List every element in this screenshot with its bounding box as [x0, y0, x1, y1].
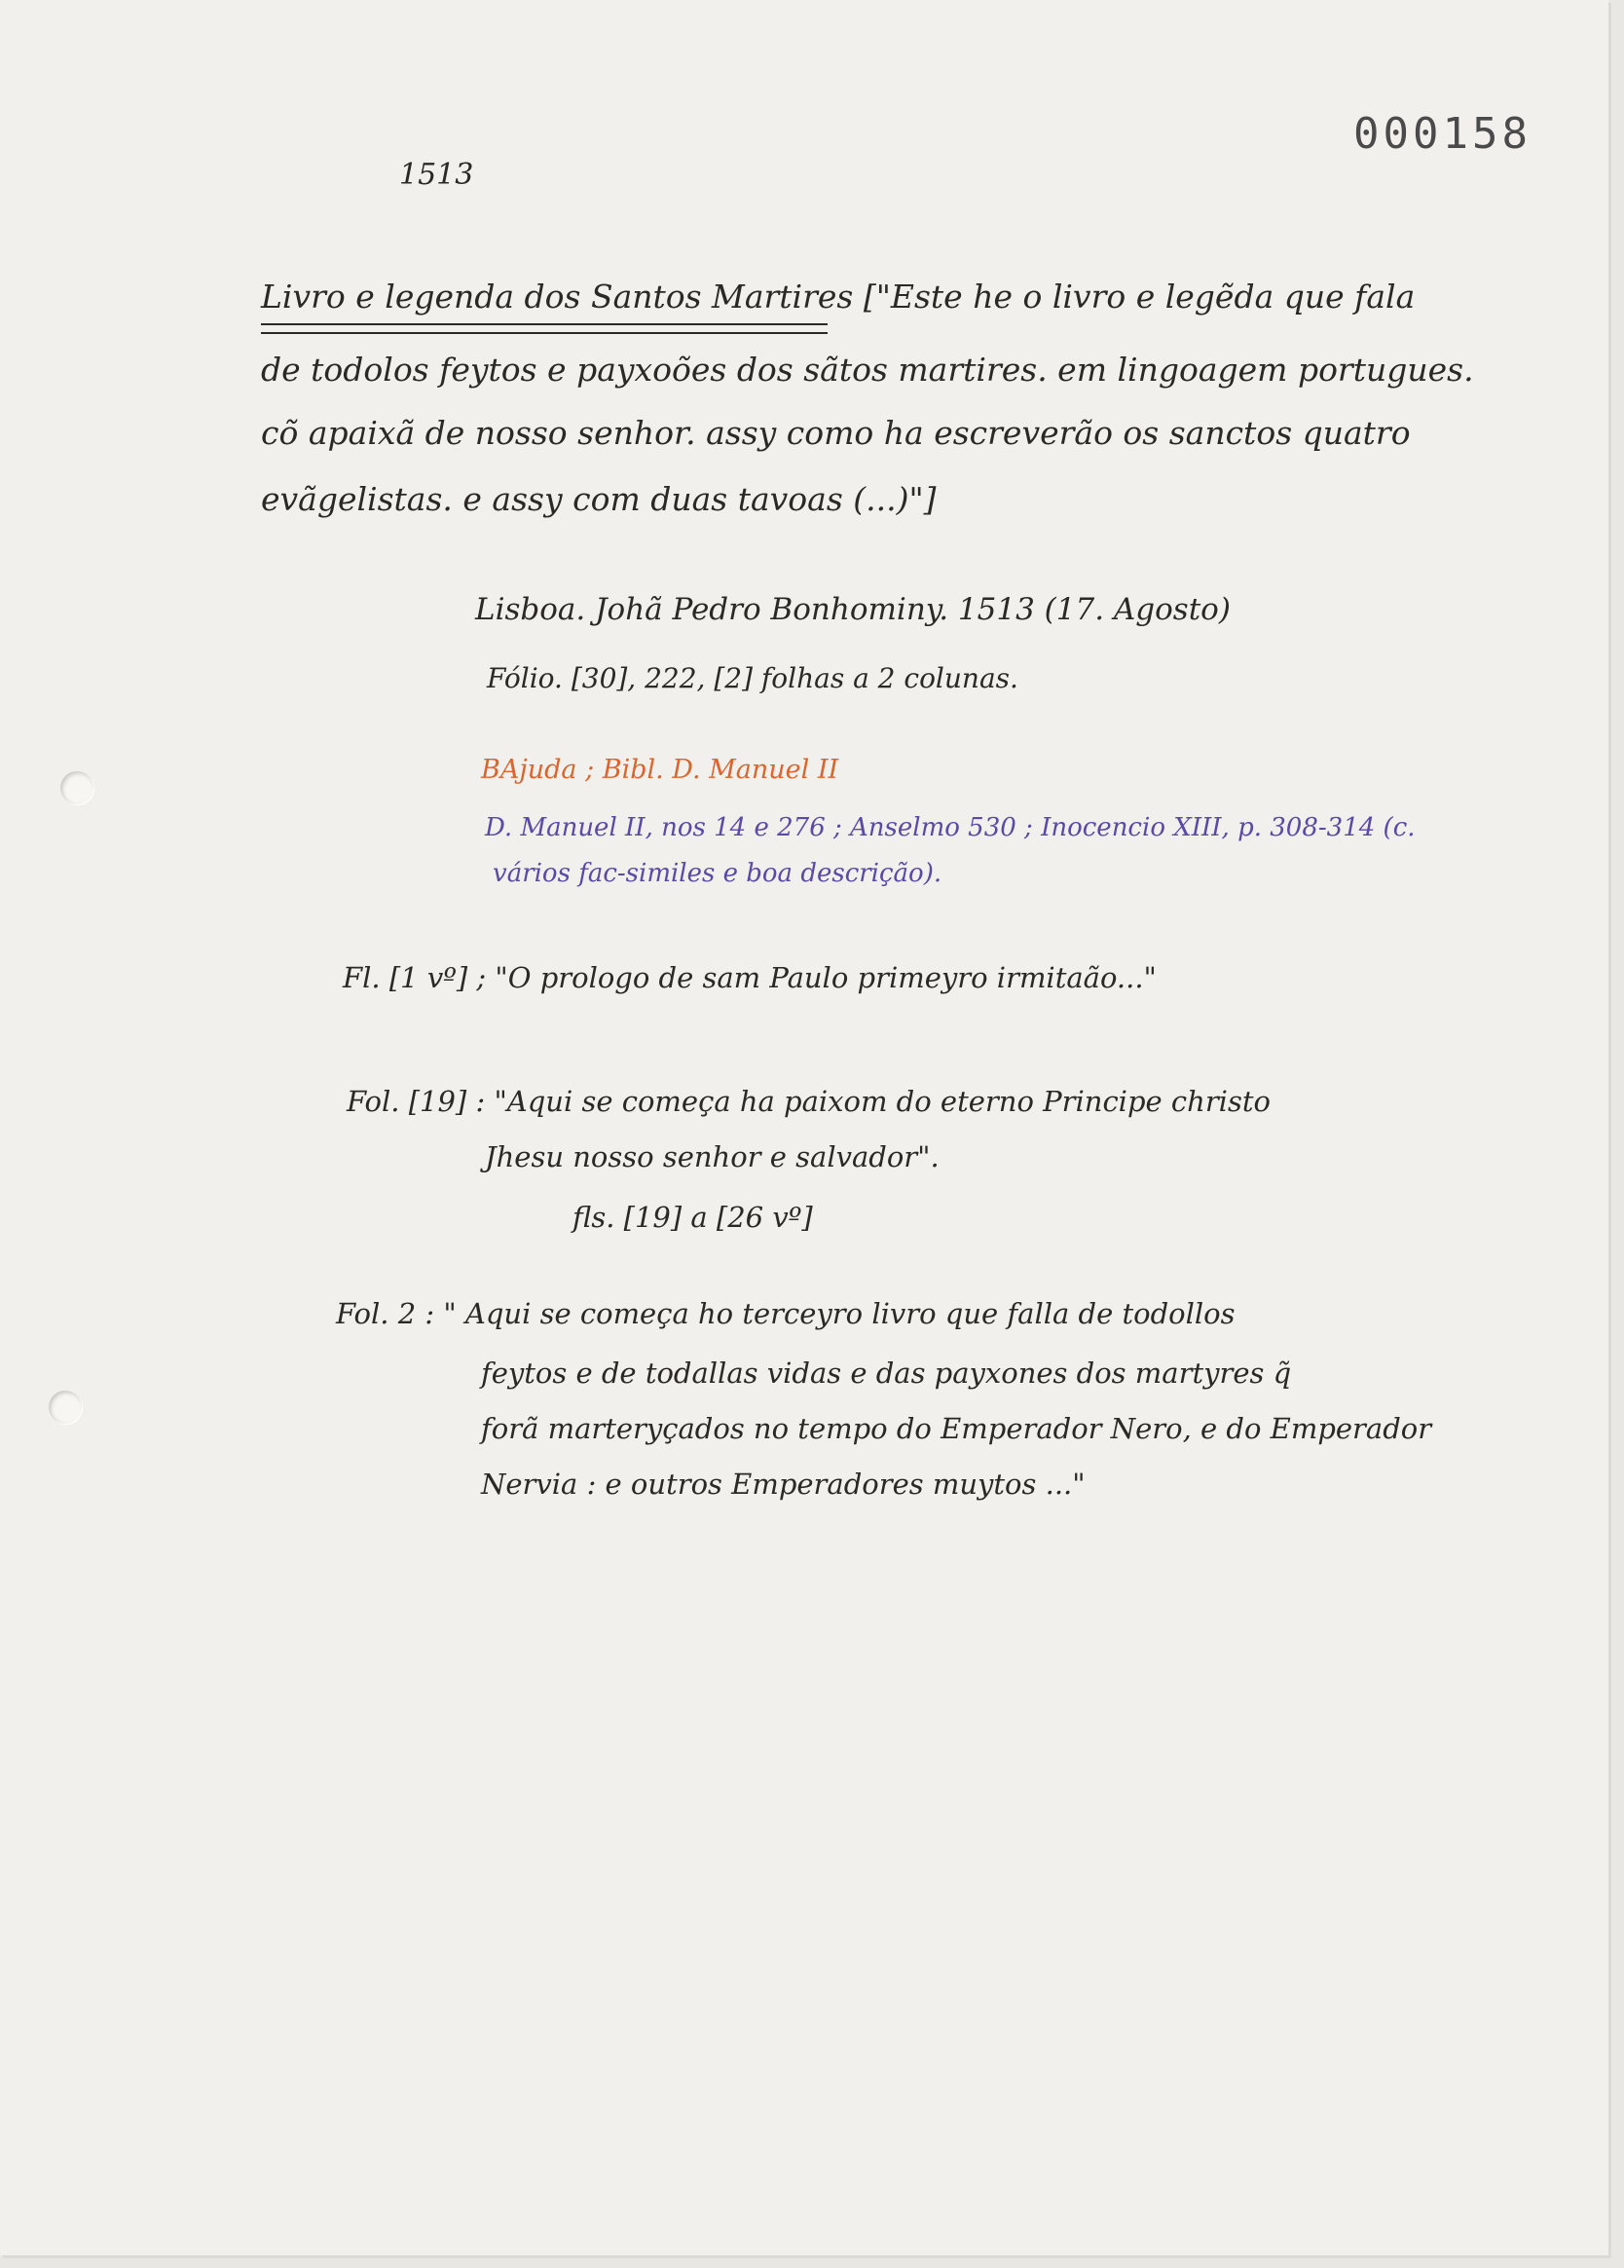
- year-heading: 1513: [399, 158, 474, 192]
- title-line-1: Livro e legenda dos Santos Martires ["Este he o livro e legẽda que fala: [261, 278, 1416, 316]
- references-line-1: D. Manuel II, nos 14 e 276 ; Anselmo 530 ; Inocencio XIII, p. 308-314 (c.: [485, 813, 1416, 842]
- note-passion-line-1: Fol. [19] : "Aqui se começa ha paixom do eterno Principe christo: [347, 1085, 1271, 1118]
- note-passion-range: fls. [19] a [26 vº]: [572, 1201, 813, 1234]
- imprint-line: Lisboa. Johã Pedro Bonhominy. 1513 (17. Agosto): [475, 592, 1231, 627]
- note-third-book-line-2: feytos e de todallas vidas e das payxones dos martyres q̃: [481, 1357, 1292, 1390]
- format-line: Fólio. [30], 222, [2] folhas a 2 colunas.: [487, 662, 1018, 694]
- title-line-3: cõ apaixã de nosso senhor. assy como ha escreverão os sanctos quatro: [261, 414, 1411, 452]
- archive-stamp-number: 000158: [1353, 109, 1532, 159]
- note-third-book-line-3: forã marteryçados no tempo do Emperador Nero, e do Emperador: [481, 1412, 1432, 1445]
- note-passion-line-2: Jhesu nosso senhor e salvador".: [485, 1140, 940, 1173]
- title-line-4: evãgelistas. e assy com duas tavoas (...)"]: [261, 480, 937, 518]
- note-prologue: Fl. [1 vº] ; "O prologo de sam Paulo primeyro irmitaão...": [343, 961, 1157, 994]
- note-third-book-line-4: Nervia : e outros Emperadores muytos ...": [481, 1468, 1086, 1501]
- punch-hole-bottom: [49, 1391, 82, 1424]
- title-line-2: de todolos feytos e payxoões dos sãtos martires. em lingoagem portugues.: [261, 351, 1474, 389]
- holdings-line: BAjuda ; Bibl. D. Manuel II: [481, 755, 839, 785]
- note-third-book-line-1: Fol. 2 : " Aqui se começa ho terceyro livro que falla de todollos: [336, 1297, 1236, 1330]
- references-line-2: vários fac-similes e boa descrição).: [493, 859, 942, 888]
- punch-hole-top: [60, 771, 93, 804]
- title-double-underline: [261, 323, 828, 334]
